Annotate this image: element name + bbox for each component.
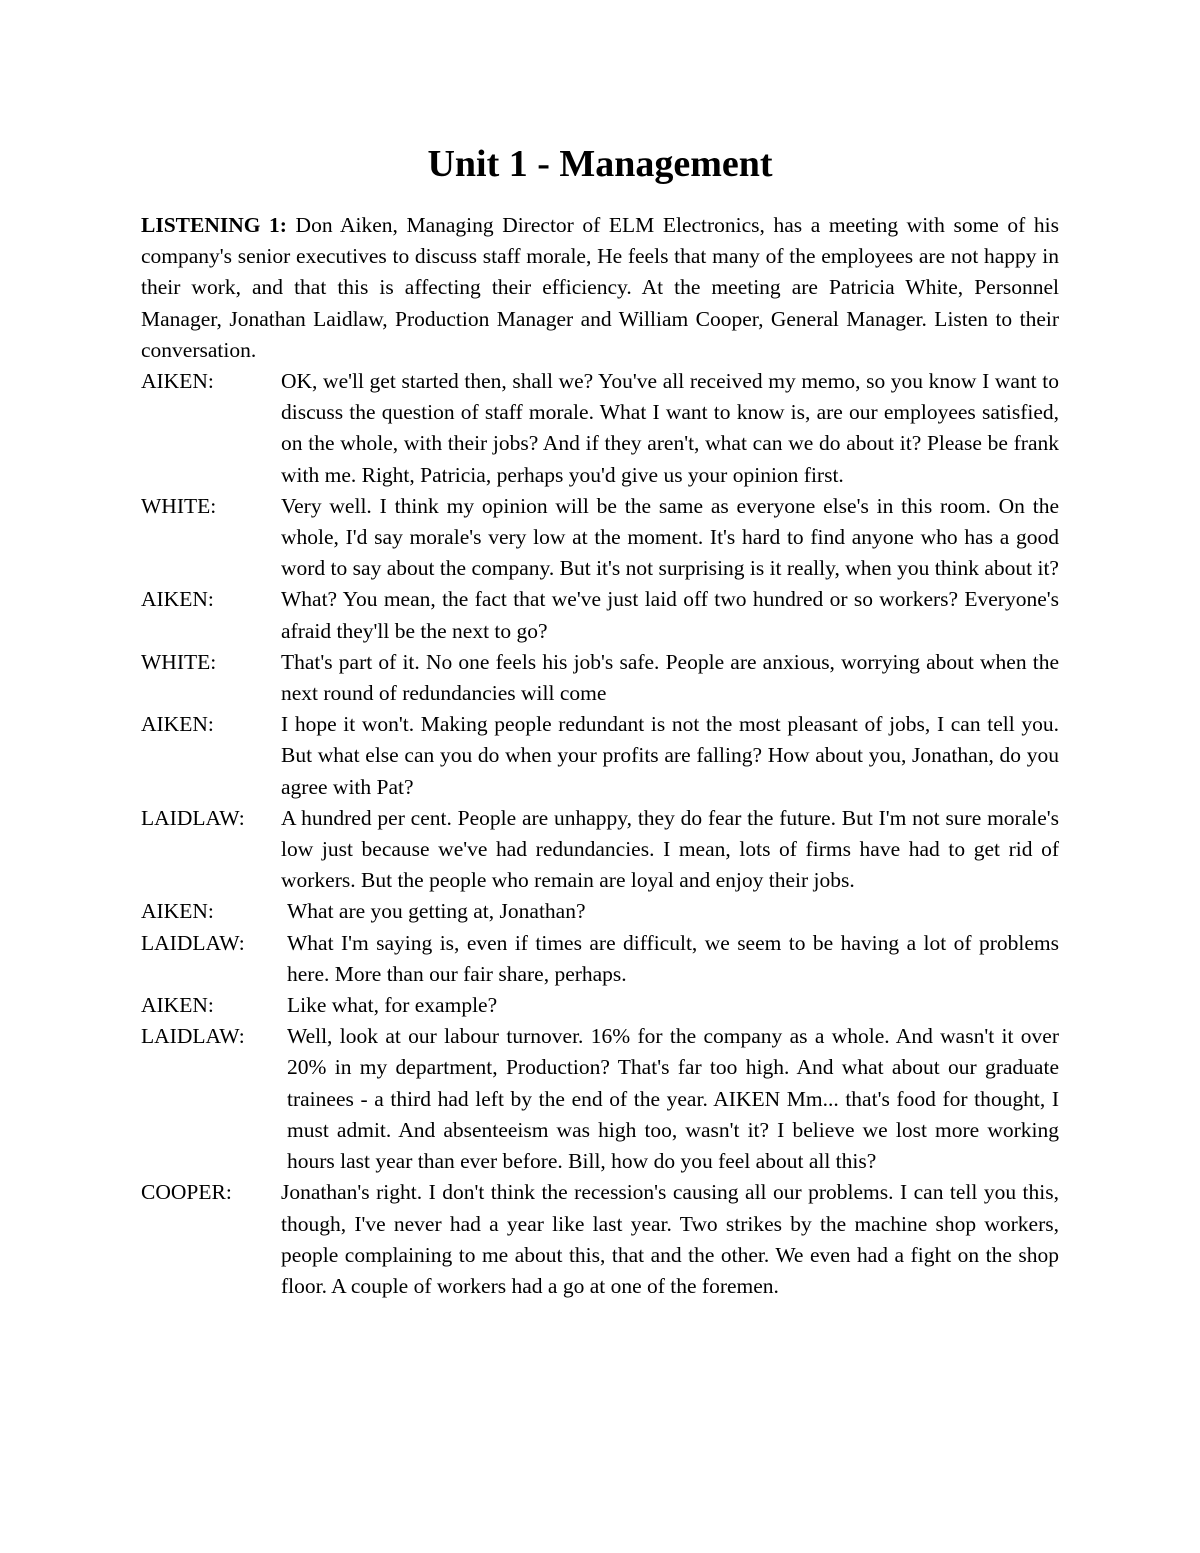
dialogue-turn <box>141 803 1059 897</box>
dialogue-turn <box>141 366 1059 491</box>
dialogue-turn <box>141 1177 1059 1302</box>
speaker-name: AIKEN: <box>141 369 214 394</box>
page-title: Unit 1 - Management <box>427 143 773 185</box>
speech-text: What? You mean, the fact that we've just laid off two hundred or so workers? Everyone's afraid they'll be the next to go? <box>281 587 1059 643</box>
speech-text: I hope it won't. Making people redundant is not the most pleasant of jobs, I can tell you. But what else can you do when your profits are falling? How about you, Jonathan, do you agree with Pat? <box>281 712 1059 799</box>
speaker-name: WHITE: <box>141 649 217 674</box>
speaker-name: AIKEN: <box>141 993 214 1018</box>
document-page <box>141 140 1059 1302</box>
speech-text: That's part of it. No one feels his job's safe. People are anxious, worrying about when the next round of redundancies will come <box>281 649 1059 706</box>
dialogue-turn <box>141 896 1059 927</box>
speaker-name: COOPER: <box>141 1180 232 1205</box>
speaker-name: AIKEN: <box>141 587 214 612</box>
speech-text: Like what, for example? <box>287 993 498 1018</box>
speech-text: Well, look at our labour turnover. 16% for the company as a whole. And wasn't it over 20% in my department, Production? That's far too high. And what about our graduate trainees - a third had left by the end of the year. AIKEN Mm... that's food for thought, I must admit. And absenteeism was high too, wasn't it? I believe we lost more working hours last year than ever before. Bill, how do you feel about all this? <box>287 1024 1059 1174</box>
speech-text: What are you getting at, Jonathan? <box>287 899 586 924</box>
dialogue-turn <box>141 990 1059 1021</box>
speaker-name: LAIDLAW: <box>141 805 245 830</box>
speech-text: Jonathan's right. I don't think the recession's causing all our problems. I can tell you this, though, I've never had a year like last year. Two strikes by the machine shop workers, people complaining to me about this, that and the other. We even had a fight on the shop floor. A couple of workers had a go at one of the foremen. <box>281 1180 1059 1298</box>
speaker-name: LAIDLAW: <box>141 1024 245 1049</box>
dialogue-turn <box>141 709 1059 803</box>
dialogue-turn <box>141 584 1059 646</box>
intro-text: Don Aiken, Managing Director of ELM Electronics, has a meeting with some of his company's senior executives to discuss staff morale, He feels that many of the employees are not happy in their work, and that this is affecting their efficiency. At the meeting are Patricia White, Personnel Manager, Jonathan Laidlaw, Production Manager and William Cooper, General Manager. Listen to their conversation. <box>141 213 1059 362</box>
speech-text: What I'm saying is, even if times are difficult, we seem to be having a lot of problems here. More than our fair share, perhaps. <box>287 930 1059 986</box>
dialogue-turn <box>141 1021 1059 1177</box>
dialogue-turn <box>141 491 1059 585</box>
dialogue <box>141 366 1059 1302</box>
speaker-name: LAIDLAW: <box>141 930 245 955</box>
dialogue-turn <box>141 647 1059 709</box>
intro-paragraph <box>141 210 1059 366</box>
speaker-name: WHITE: <box>141 493 217 518</box>
speaker-name: AIKEN: <box>141 899 214 924</box>
speech-text: Very well. I think my opinion will be the same as everyone else's in this room. On the whole, I'd say morale's very low at the moment. It's hard to find anyone who has a good word to say about the company. But it's not surprising is it really, when you think about it? <box>281 493 1059 581</box>
listening-label: LISTENING 1: <box>141 213 287 237</box>
speech-text: A hundred per cent. People are unhappy, they do fear the future. But I'm not sure morale's low just because we've had redundancies. I mean, lots of firms have had to get rid of workers. But the people who remain are loyal and enjoy their jobs. <box>281 805 1059 893</box>
speech-text: OK, we'll get started then, shall we? You've all received my memo, so you know I want to discuss the question of staff morale. What I want to know is, are our employees satisfied, on the whole, with their jobs? And if they aren't, what can we do about it? Please be frank with me. Right, Patricia, perhaps you'd give us your opinion first. <box>281 369 1059 487</box>
speaker-name: AIKEN: <box>141 712 214 737</box>
dialogue-turn <box>141 928 1059 990</box>
